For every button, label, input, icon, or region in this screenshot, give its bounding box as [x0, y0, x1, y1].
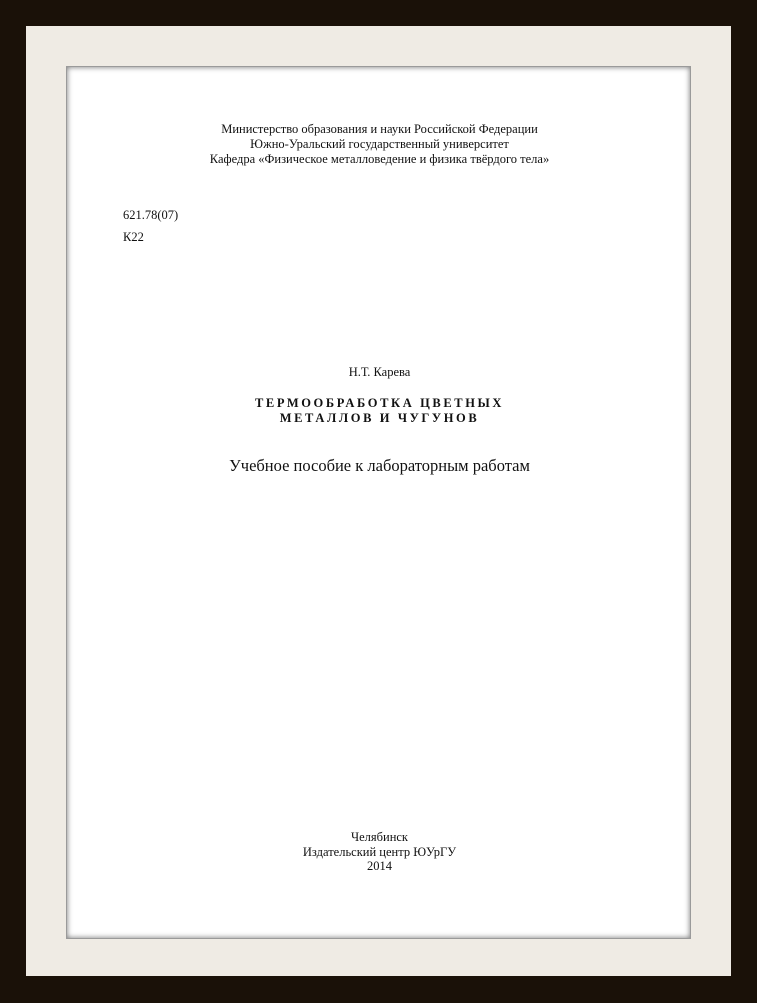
institution-header [67, 122, 692, 167]
title-line-2: МЕТАЛЛОВ И ЧУГУНОВ [279, 411, 480, 425]
publication-city: Челябинск [350, 830, 409, 844]
publisher-name: Издательский центр ЮУрГУ [302, 844, 457, 859]
document-subtitle: Учебное пособие к лабораторным работам [229, 456, 530, 475]
document-page [66, 66, 691, 939]
university-line: Южно-Уральский государственный университет [250, 137, 509, 151]
publication-footer [67, 830, 692, 874]
author-name: Н.Т. Карева [348, 365, 411, 379]
publication-year: 2014 [367, 859, 392, 873]
title-line-1: ТЕРМООБРАБОТКА ЦВЕТНЫХ [254, 396, 505, 410]
document-title [67, 396, 692, 426]
classification-codes [123, 204, 178, 248]
department-line: Кафедра «Физическое металловедение и физика твёрдого тела» [209, 152, 550, 166]
udk-code: 621.78(07) [123, 208, 179, 222]
bbk-code: К22 [123, 230, 144, 244]
ministry-line: Министерство образования и науки Российской Федерации [221, 122, 538, 136]
